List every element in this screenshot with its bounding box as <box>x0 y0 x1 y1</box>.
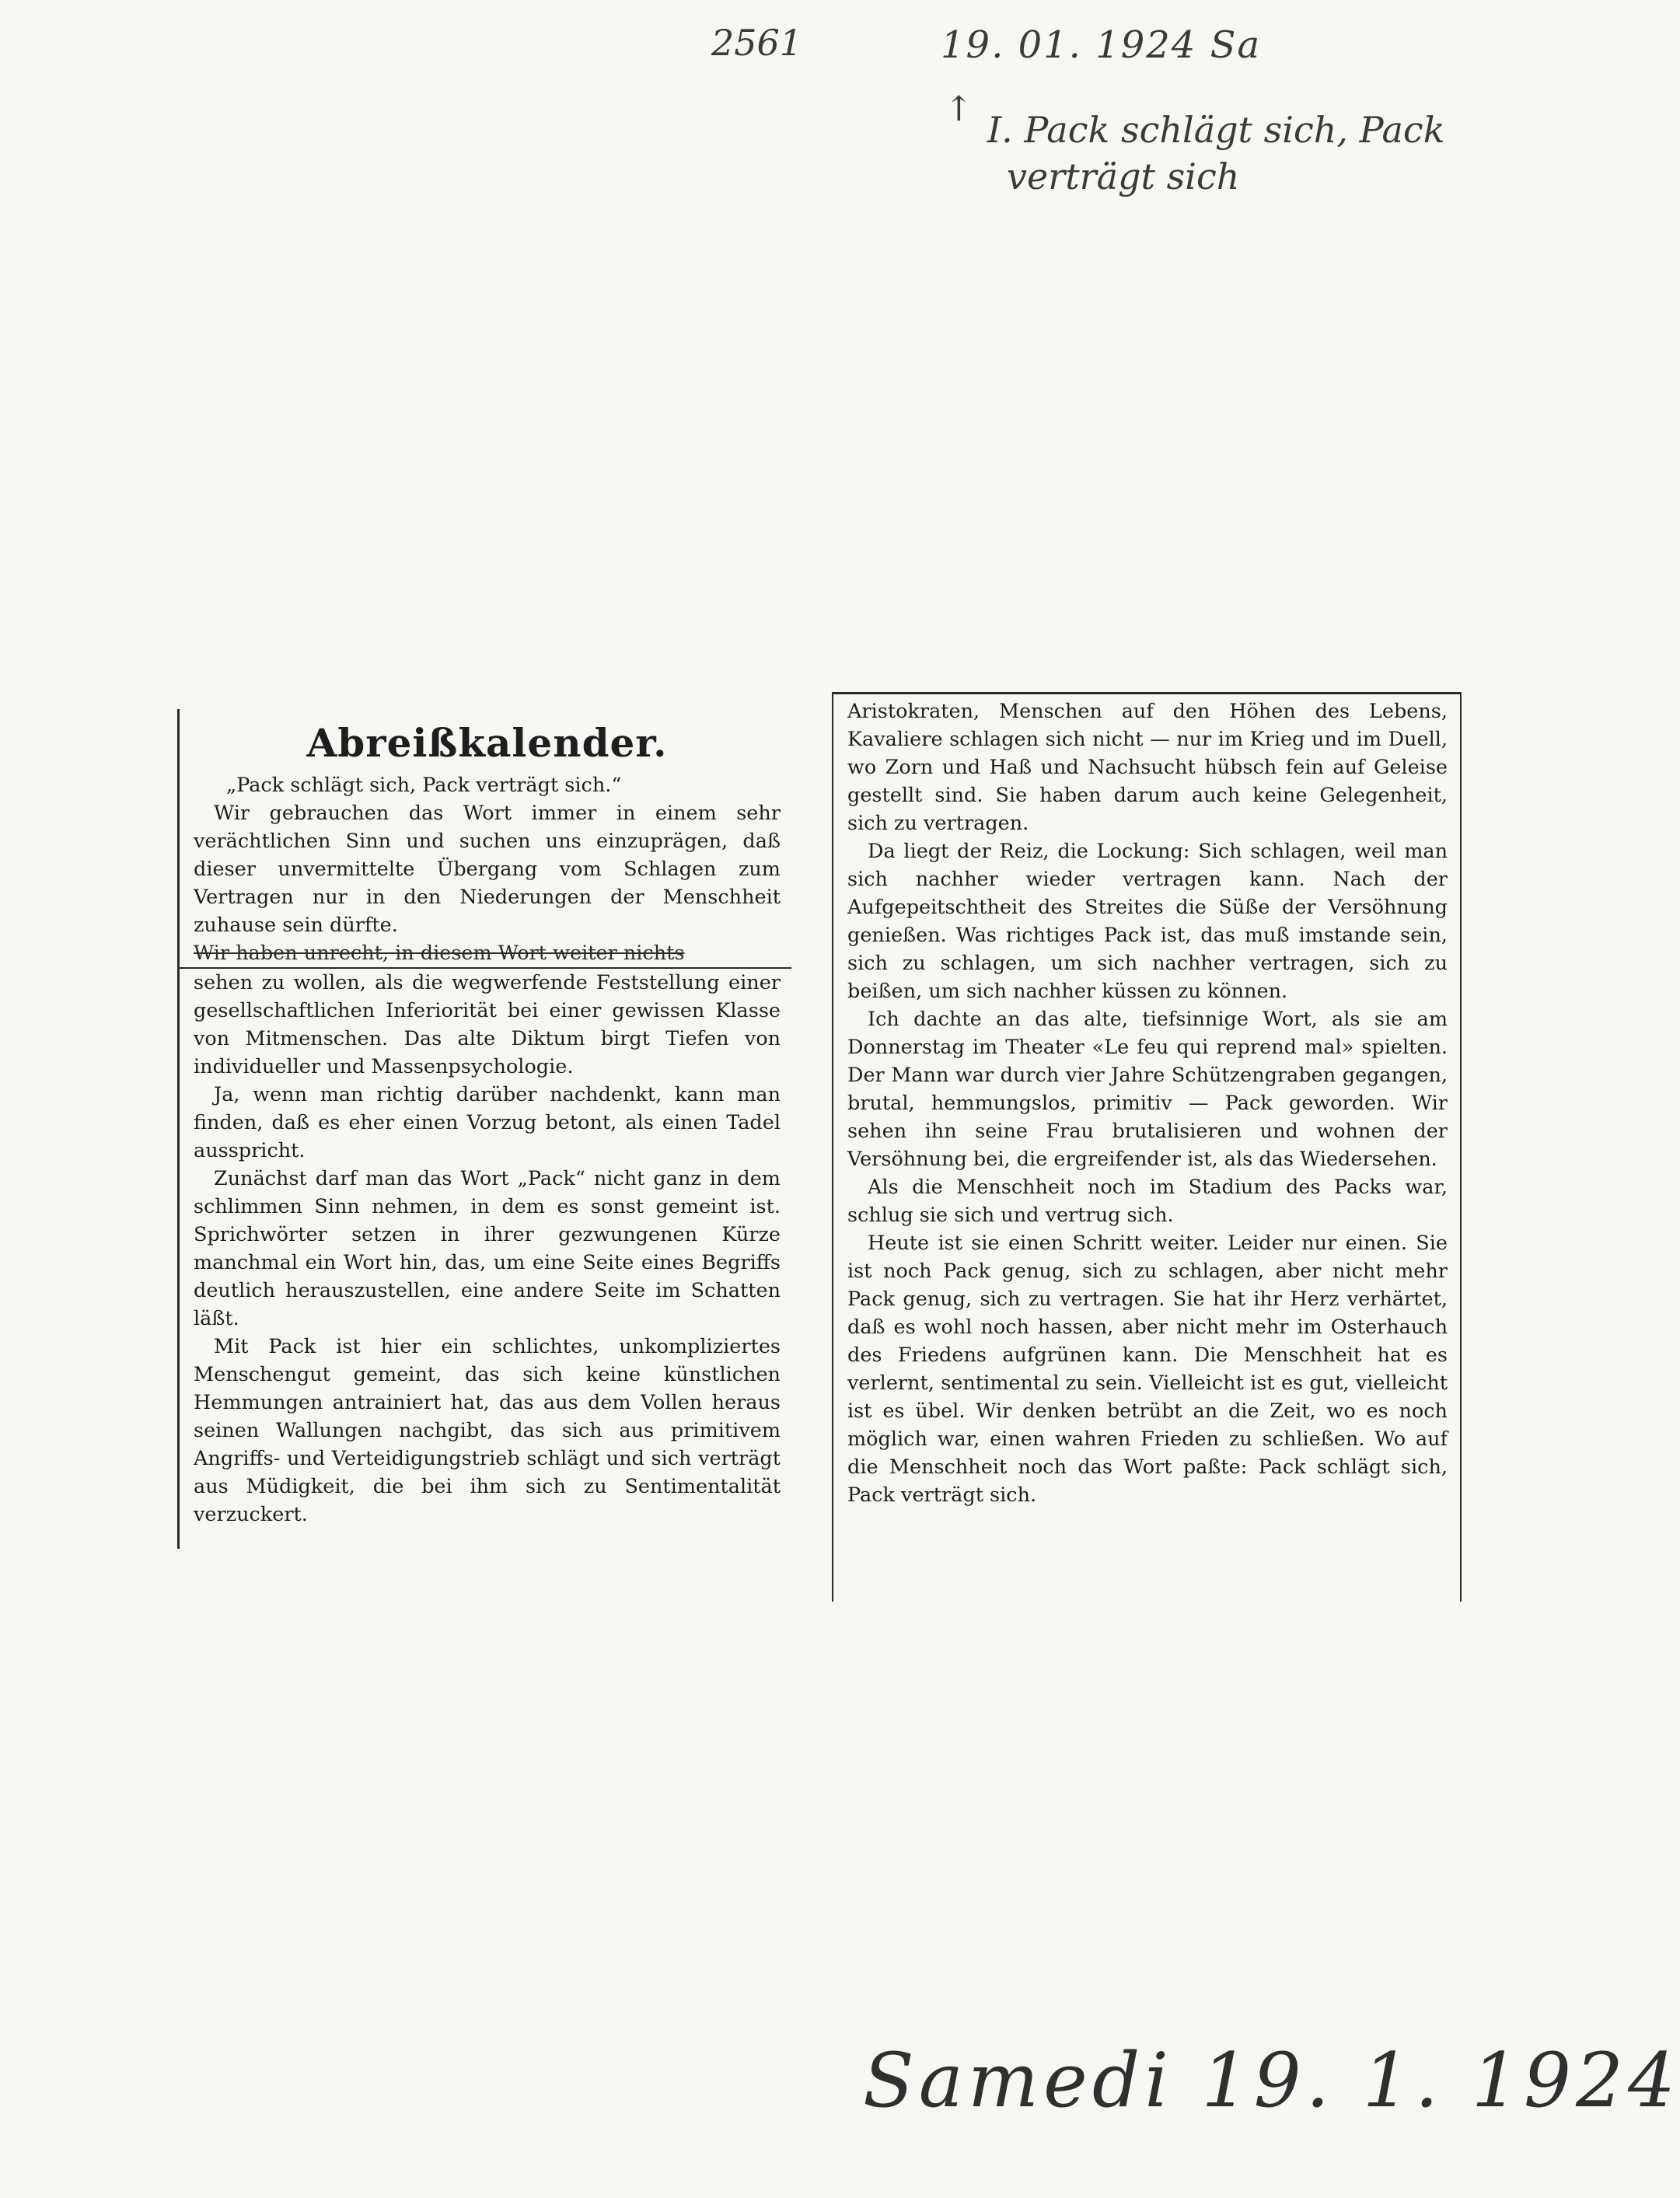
article-title: Abreißkalender. <box>306 720 668 766</box>
insertion-arrow-icon: ↑ <box>945 89 973 129</box>
paragraph: sehen zu wollen, als die wegwerfende Feststellung einer gesellschaftlichen Inferiorität bei einer gewissen Klasse von Mitmenschen. Das alte Diktum birgt Tiefen von individueller und Massenpsychologie. <box>194 971 781 1078</box>
paragraph: Heute ist sie einen Schritt weiter. Leider nur einen. Sie ist noch Pack genug, sich zu schlagen, aber nicht mehr Pack genug, sich zu vertragen. Sie hat ihr Herz verhärtet, daß es wohl noch hassen, aber nicht mehr im Osterhauch des Friedens aufgrünen kann. Die Menschheit hat es verlernt, sentimental zu sein. Vielleicht ist es gut, vielleicht ist es übel. Wir denken betrübt an die Zeit, wo es noch möglich war, einen wahren Frieden zu schließen. Wo auf die Menschheit noch das Wort paßte: Pack schlägt sich, Pack verträgt sich. <box>847 1232 1448 1507</box>
paragraph: Mit Pack ist hier ein schlichtes, unkompliziertes Menschengut gemeint, das sich keine künstlichen Hemmungen antrainiert hat, das aus dem Vollen heraus seinen Wallungen nachgibt, das sich aus primitivem Angriffs- und Verteidigungstrieb schlägt und sich verträgt aus Müdigkeit, die bei ihm sich zu Sentimentalität verzuckert. <box>194 1335 781 1526</box>
paragraph: Zunächst darf man das Wort „Pack“ nicht ganz in dem schlimmen Sinn nehmen, in dem es sonst gemeint ist. Sprichwörter setzen in ihrer gezwungenen Kürze manchmal ein Wort hin, das, um eine Seite eines Begriffs deutlich herauszustellen, eine andere Seite im Schatten läßt. <box>194 1167 781 1330</box>
handwritten-note-line-2: verträgt sich <box>1007 156 1240 197</box>
struck-line: Wir haben unrecht, in diesem Wort weiter nichts <box>194 942 685 965</box>
handwritten-date: 19. 01. 1924 Sa <box>941 23 1262 67</box>
paragraph: Ich dachte an das alte, tiefsinnige Wort, als sie am Donnerstag im Theater «Le feu qui reprend mal» spielten. Der Mann war durch vier Jahre Schützengraben gegangen, brutal, hemmungslos, primitiv — Pack geworden. Wir sehen ihn seine Frau brutalisieren und wohnen der Versöhnung bei, die ergreifender ist, als das Wiedersehen. <box>847 1008 1448 1171</box>
paragraph: Ja, wenn man richtig darüber nachdenkt, kann man finden, daß es eher einen Vorzug betont, als einen Tadel ausspricht. <box>194 1083 781 1162</box>
paragraph: Als die Menschheit noch im Stadium des Packs war, schlug sie sich und vertrug sich. <box>847 1176 1448 1227</box>
article-subtitle: „Pack schlägt sich, Pack verträgt sich.“ <box>226 774 622 797</box>
paragraph: Wir gebrauchen das Wort immer in einem sehr verächtlichen Sinn und suchen uns einzuprägen, daß dieser unvermittelte Übergang vom Schlagen zum Vertragen nur in den Niederungen der Menschheit zuhause sein dürfte. <box>194 802 781 937</box>
paragraph: Da liegt der Reiz, die Lockung: Sich schlagen, weil man sich nachher wieder vertragen kann. Nach der Aufgepeitschtheit des Streites die Süße der Versöhnung genießen. Was richtiges Pack ist, das muß imstande sein, sich zu schlagen, um sich nachher vertragen, sich zu beißen, um sich nachher küssen zu können. <box>847 840 1448 1003</box>
handwritten-note-line-1: I. Pack schlägt sich, Pack <box>987 109 1445 151</box>
paragraph: Aristokraten, Menschen auf den Höhen des Lebens, Kavaliere schlagen sich nicht — nur im Krieg und im Duell, wo Zorn und Haß und Nachsucht hübsch fein auf Geleise gestellt sind. Sie haben darum auch keine Gelegenheit, sich zu vertragen. <box>847 700 1448 835</box>
handwritten-bottom-date: Samedi 19. 1. 1924 <box>863 2037 1680 2124</box>
article-column-right <box>832 692 1462 1602</box>
article-column-left <box>177 709 791 1549</box>
archive-number: 2561 <box>711 22 803 64</box>
